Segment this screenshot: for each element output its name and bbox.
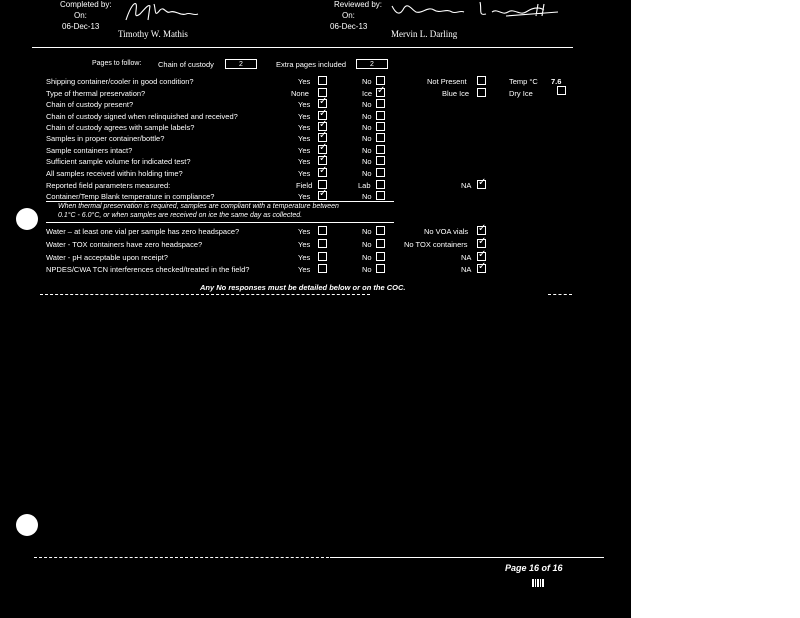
row-question: All samples received within holding time? [46,169,183,178]
water-row-option-c-checkbox[interactable] [477,264,486,273]
row-option-b-label: No [362,157,372,166]
comments-dashed-line [40,294,370,295]
row-question: Chain of custody agrees with sample labels? [46,123,195,132]
note-bottom-divider [46,222,394,223]
chain-of-custody-label: Chain of custody [158,60,214,69]
water-row-option-c-checkbox[interactable] [477,239,486,248]
row-option-b-checkbox[interactable] [376,111,385,120]
extra-pages-label: Extra pages included [276,60,347,69]
temp-value: 7.6 [551,77,562,86]
water-row-option-c-checkbox[interactable] [477,226,486,235]
completed-signature [120,0,202,28]
reviewed-date: 06-Dec-13 [330,22,368,31]
row-question: Type of thermal preservation? [46,89,146,98]
chain-of-custody-value[interactable]: 2 [225,59,257,69]
row-option-b-label: No [362,77,372,86]
water-row-option-a-checkbox[interactable] [318,239,327,248]
pages-to-follow-label: Pages to follow: [92,60,142,67]
row-option-b-label: No [362,123,372,132]
row-option-b-label: No [362,192,372,201]
row-option-b-checkbox[interactable] [376,191,385,200]
row-option-b-label: No [362,112,372,121]
row-option-b-checkbox[interactable] [376,76,385,85]
row-question: Chain of custody signed when relinquished and received? [46,112,238,121]
completed-date: 06-Dec-13 [62,22,100,31]
header-divider [32,47,573,48]
water-row-option-b-checkbox[interactable] [376,252,385,261]
row-option-a-checkbox[interactable] [318,168,327,177]
water-row-option-b-label: No [362,240,372,249]
row-option-c-label: Not Present [427,77,467,86]
row-option-a-label: Yes [298,146,311,155]
row-option-b-label: Lab [358,181,371,190]
row-option-c-checkbox[interactable] [477,76,486,85]
dry-ice-checkbox[interactable] [557,86,566,95]
water-row-option-b-label: No [362,253,372,262]
row-option-c-checkbox[interactable] [477,180,486,189]
water-row-option-a-checkbox[interactable] [318,252,327,261]
row-option-a-label: Field [296,181,313,190]
footer-divider [330,557,604,558]
page-number: Page 16 of 16 [505,563,563,573]
row-option-b-checkbox[interactable] [376,180,385,189]
water-row-option-b-checkbox[interactable] [376,226,385,235]
row-question: Shipping container/cooler in good condition? [46,77,194,86]
row-option-a-label: Yes [298,169,311,178]
row-option-a-label: Yes [298,100,311,109]
row-option-b-checkbox[interactable] [376,99,385,108]
water-row-option-c-label: No VOA vials [424,227,469,236]
water-row-question: Water - TOX containers have zero headspace? [46,240,203,249]
row-option-b-checkbox[interactable] [376,156,385,165]
row-option-b-label: Ice [362,89,373,98]
punch-hole [16,208,38,230]
row-question: Samples in proper container/bottle? [46,134,165,143]
completed-by-label: Completed by: [60,0,112,9]
thermal-note-line2: 0.1°C - 6.0°C, or when samples are received on ice the same day as collected. [58,212,303,219]
row-question: Container/Temp Blank temperature in compliance? [46,192,215,201]
row-option-b-checkbox[interactable] [376,145,385,154]
row-question: Chain of custody present? [46,100,134,109]
row-option-b-label: No [362,169,372,178]
comments-dashed-line-right [548,294,572,295]
row-option-a-label: Yes [298,123,311,132]
reviewed-by-label: Reviewed by: [334,0,383,9]
row-option-c-label: NA [461,181,472,190]
row-option-b-checkbox[interactable] [376,122,385,131]
punch-hole [16,514,38,536]
note-top-divider [46,201,394,202]
water-row-option-a-label: Yes [298,265,311,274]
water-row-option-a-checkbox[interactable] [318,226,327,235]
barcode-mark [532,579,546,587]
row-option-b-label: No [362,146,372,155]
row-option-a-checkbox[interactable] [318,76,327,85]
row-option-a-checkbox[interactable] [318,191,327,200]
row-option-c-label: Blue Ice [442,89,470,98]
row-option-a-label: Yes [298,134,311,143]
reviewed-signature [388,0,564,22]
thermal-note-line1: When thermal preservation is required, samples are compliant with a temperature between [58,203,339,210]
row-question: Sample containers intact? [46,146,133,155]
water-row-option-c-label: NA [461,253,472,262]
row-question: Sufficient sample volume for indicated test? [46,157,191,166]
row-question: Reported field parameters measured: [46,181,171,190]
row-option-a-label: Yes [298,77,311,86]
row-option-a-label: None [291,89,309,98]
water-row-option-c-label: No TOX containers [404,240,468,249]
row-option-c-checkbox[interactable] [477,88,486,97]
row-option-a-checkbox[interactable] [318,133,327,142]
water-row-option-a-label: Yes [298,240,311,249]
water-row-question: NPDES/CWA TCN interferences checked/treated in the field? [46,265,250,274]
water-row-question: Water - pH acceptable upon receipt? [46,253,168,262]
completed-on-label: On: [74,11,87,20]
completed-name: Timothy W. Mathis [118,29,188,39]
water-row-option-a-checkbox[interactable] [318,264,327,273]
water-row-option-a-label: Yes [298,227,311,236]
reviewed-on-label: On: [342,11,355,20]
row-option-a-label: Yes [298,112,311,121]
water-row-option-b-label: No [362,227,372,236]
water-row-option-c-label: NA [461,265,472,274]
water-row-option-a-label: Yes [298,253,311,262]
row-option-b-checkbox[interactable] [376,133,385,142]
row-option-b-checkbox[interactable] [376,168,385,177]
dry-ice-label: Dry Ice [509,89,533,98]
row-option-b-label: No [362,100,372,109]
extra-pages-value[interactable]: 2 [356,59,388,69]
row-option-a-label: Yes [298,192,311,201]
water-row-question: Water – at least one vial per sample has zero headspace? [46,227,240,236]
footer-dashed-line [34,557,334,558]
row-option-a-checkbox[interactable] [318,99,327,108]
temp-label: Temp °C [509,77,538,86]
footer-note: Any No responses must be detailed below or on the COC. [200,283,406,292]
row-option-a-label: Yes [298,157,311,166]
row-option-a-checkbox[interactable] [318,156,327,165]
reviewed-name: Mervin L. Darling [391,29,458,39]
water-row-option-b-checkbox[interactable] [376,264,385,273]
water-row-option-b-checkbox[interactable] [376,239,385,248]
row-option-b-checkbox[interactable] [376,88,385,97]
water-row-option-b-label: No [362,265,372,274]
row-option-b-label: No [362,134,372,143]
water-row-option-c-checkbox[interactable] [477,252,486,261]
